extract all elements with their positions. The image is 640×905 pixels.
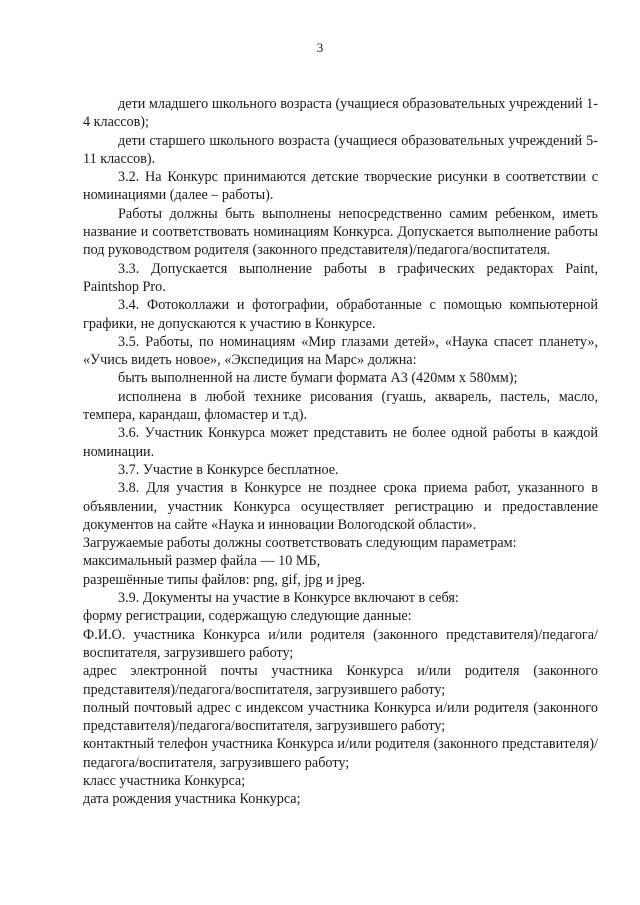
document-body — [83, 95, 598, 809]
paragraph-3-5: 3.5. Работы, по номинациям «Мир глазами детей», «Наука спасет планету», «Учись видеть новое», «Экспедиция на Марс» должна: — [83, 333, 598, 369]
paragraph-3-7: 3.7. Участие в Конкурсе бесплатное. — [118, 461, 339, 478]
paragraph-3-9: 3.9. Документы на участие в Конкурсе включают в себя: — [118, 590, 459, 607]
list-item-phone: контактный телефон участника Конкурса и/или родителя (законного представителя)/педагога/воспитателя, загрузившего работу; — [83, 736, 598, 771]
paragraph-registration-form: форму регистрации, содержащую следующие данные: — [83, 608, 412, 625]
paragraph-paper-format: быть выполненной на листе бумаги формата А3 (420мм х 580мм); — [118, 370, 518, 387]
list-item-class: класс участника Конкурса; — [83, 772, 246, 789]
paragraph-3-2: 3.2. На Конкурс принимаются детские творческие рисунки в соответствии с номинациями (далее – работы). — [83, 169, 598, 204]
paragraph-max-file-size: максимальный размер файла — 10 МБ, — [83, 553, 321, 570]
paragraph-3-4: 3.4. Фотоколлажи и фотографии, обработанные с помощью компьютерной графики, не допускаются к участию в Конкурсе. — [83, 297, 598, 332]
paragraph-upload-params: Загружаемые работы должны соответствовать следующим параметрам: — [83, 535, 517, 552]
paragraph-3-8: 3.8. Для участия в Конкурсе не позднее срока приема работ, указанного в объявлении, участник Конкурса осуществляет регистрацию и предоставление документов на сайте «Наука и инновации Вологодской области». — [83, 480, 598, 533]
list-item-full-name: Ф.И.О. участника Конкурса и/или родителя (законного представителя)/педагога/воспитателя, загрузившего работу; — [83, 626, 598, 661]
list-item-email: адрес электронной почты участника Конкурса и/или родителя (законного представителя)/педагога/воспитателя, загрузившего работу; — [83, 663, 598, 698]
paragraph-3-6: 3.6. Участник Конкурса может представить не более одной работы в каждой номинации. — [83, 425, 598, 460]
list-item-postal-address: полный почтовый адрес с индексом участника Конкурса и/или родителя (законного представителя)/педагога/воспитателя, загрузившего работу; — [83, 699, 598, 735]
list-item-birth-date: дата рождения участника Конкурса; — [83, 791, 301, 808]
page-number: 3 — [316, 40, 324, 55]
paragraph-drawing-technique: исполнена в любой технике рисования (гуашь, акварель, пастель, масло, темпера, карандаш, фломастер и т.д). — [83, 388, 598, 424]
paragraph-works-requirements: Работы должны быть выполнены непосредственно самим ребенком, иметь название и соответствовать номинациям Конкурса. Допускается выполнение работы под руководством родителя (законного представителя)/педагога/воспитателя. — [83, 205, 598, 259]
paragraph-age-group-junior: дети младшего школьного возраста (учащиеся образовательных учреждений 1-4 классов); — [83, 96, 598, 131]
paragraph-file-types: разрешённые типы файлов: png, gif, jpg и jpeg. — [83, 571, 366, 588]
paragraph-age-group-senior: дети старшего школьного возраста (учащиеся образовательных учреждений 5-11 классов). — [83, 132, 598, 167]
paragraph-3-3: 3.3. Допускается выполнение работы в графических редакторах Paint, Paintshop Pro. — [83, 260, 598, 295]
